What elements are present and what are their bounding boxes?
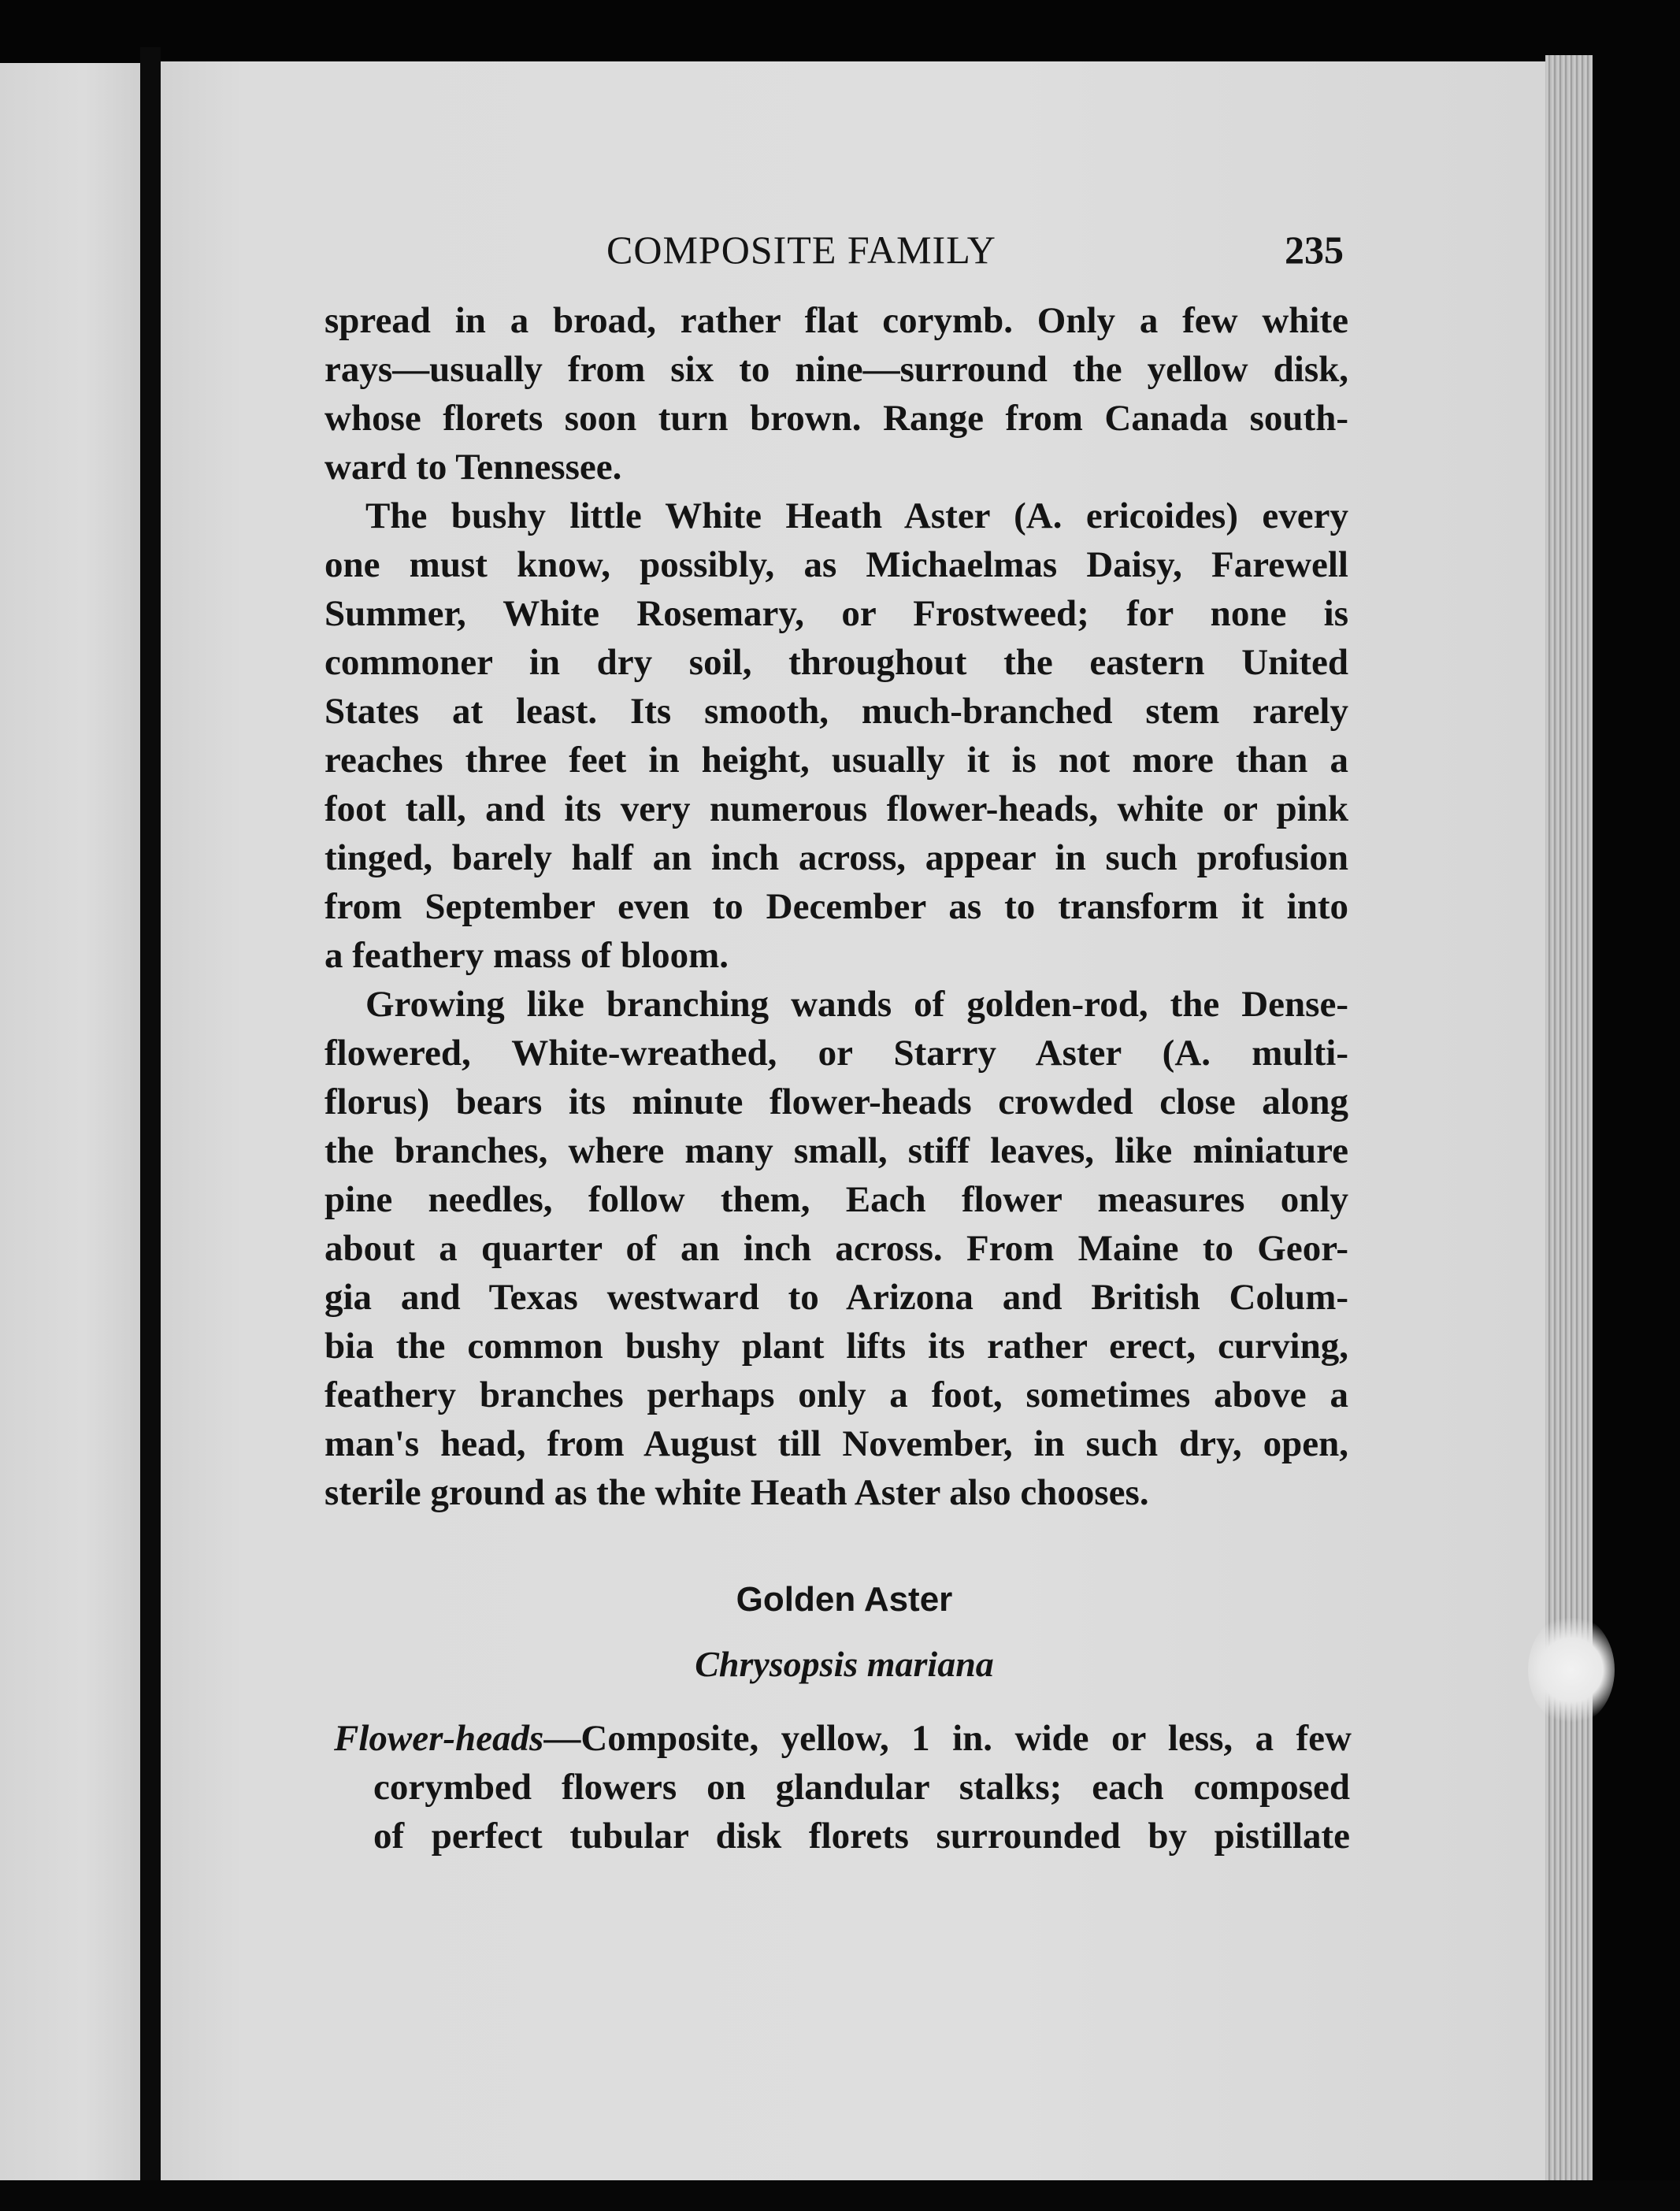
description-line: of perfect tubular disk florets surrounded by pistillate — [373, 1816, 1350, 1857]
description-lead: Flower-heads — [334, 1718, 544, 1759]
book-gutter — [140, 47, 161, 2211]
text-line: tinged, barely half an inch across, appear in such profusion — [325, 837, 1348, 878]
running-head — [325, 227, 1364, 282]
text-line: florus) bears its minute flower-heads crowded close along — [325, 1081, 1348, 1122]
text-line: sterile ground as the white Heath Aster also chooses. — [325, 1472, 1149, 1513]
text-line: feathery branches perhaps only a foot, sometimes above a — [325, 1374, 1348, 1415]
description-text: —Composite, yellow, 1 in. wide or less, a few — [543, 1718, 1352, 1759]
text-line: one must know, possibly, as Michaelmas Daisy, Farewell — [325, 544, 1348, 585]
text-line: rays—usually from six to nine—surround the yellow disk, — [325, 349, 1348, 390]
description-line: corymbed flowers on glandular stalks; each composed — [373, 1767, 1350, 1808]
text-line: a feathery mass of bloom. — [325, 935, 729, 976]
text-line: foot tall, and its very numerous flower-heads, white or pink — [325, 788, 1348, 829]
text-line: Summer, White Rosemary, or Frostweed; for none is — [325, 593, 1348, 634]
running-head-title: COMPOSITE FAMILY — [606, 228, 996, 272]
scan-bottom-border — [0, 2180, 1680, 2211]
section-title: Golden Aster — [736, 1580, 953, 1619]
previous-page-edge — [0, 63, 140, 2190]
page-number: 235 — [1285, 228, 1344, 272]
text-line: man's head, from August till November, in such dry, open, — [325, 1423, 1348, 1464]
text-line: States at least. Its smooth, much-branched stem rarely — [325, 691, 1348, 732]
description-line — [334, 1717, 1352, 1766]
text-line: spread in a broad, rather flat corymb. Only a few white — [325, 300, 1348, 341]
text-line: whose florets soon turn brown. Range from Canada south- — [325, 398, 1348, 439]
text-line: ward to Tennessee. — [325, 447, 622, 488]
section-scientific-name: Chrysopsis mariana — [695, 1644, 994, 1684]
text-line: from September even to December as to transform it into — [325, 886, 1348, 927]
text-line: The bushy little White Heath Aster (A. ericoides) every — [365, 495, 1348, 536]
text-line: the branches, where many small, stiff leaves, like miniature — [325, 1130, 1348, 1171]
paper-stain — [1528, 1615, 1615, 1725]
text-line: commoner in dry soil, throughout the eastern United — [325, 642, 1348, 683]
text-line: gia and Texas westward to Arizona and British Colum- — [325, 1277, 1348, 1318]
text-line: flowered, White-wreathed, or Starry Aster (A. multi- — [325, 1033, 1348, 1074]
text-column — [325, 227, 1364, 1857]
text-line: about a quarter of an inch across. From Maine to Geor- — [325, 1228, 1348, 1269]
text-line: reaches three feet in height, usually it is not more than a — [325, 740, 1348, 781]
page-stack-edges — [1545, 55, 1593, 2182]
text-line: pine needles, follow them, Each flower measures only — [325, 1179, 1348, 1220]
text-line: bia the common bushy plant lifts its rather erect, curving, — [325, 1326, 1348, 1367]
text-line: Growing like branching wands of golden-rod, the Dense- — [365, 984, 1348, 1025]
